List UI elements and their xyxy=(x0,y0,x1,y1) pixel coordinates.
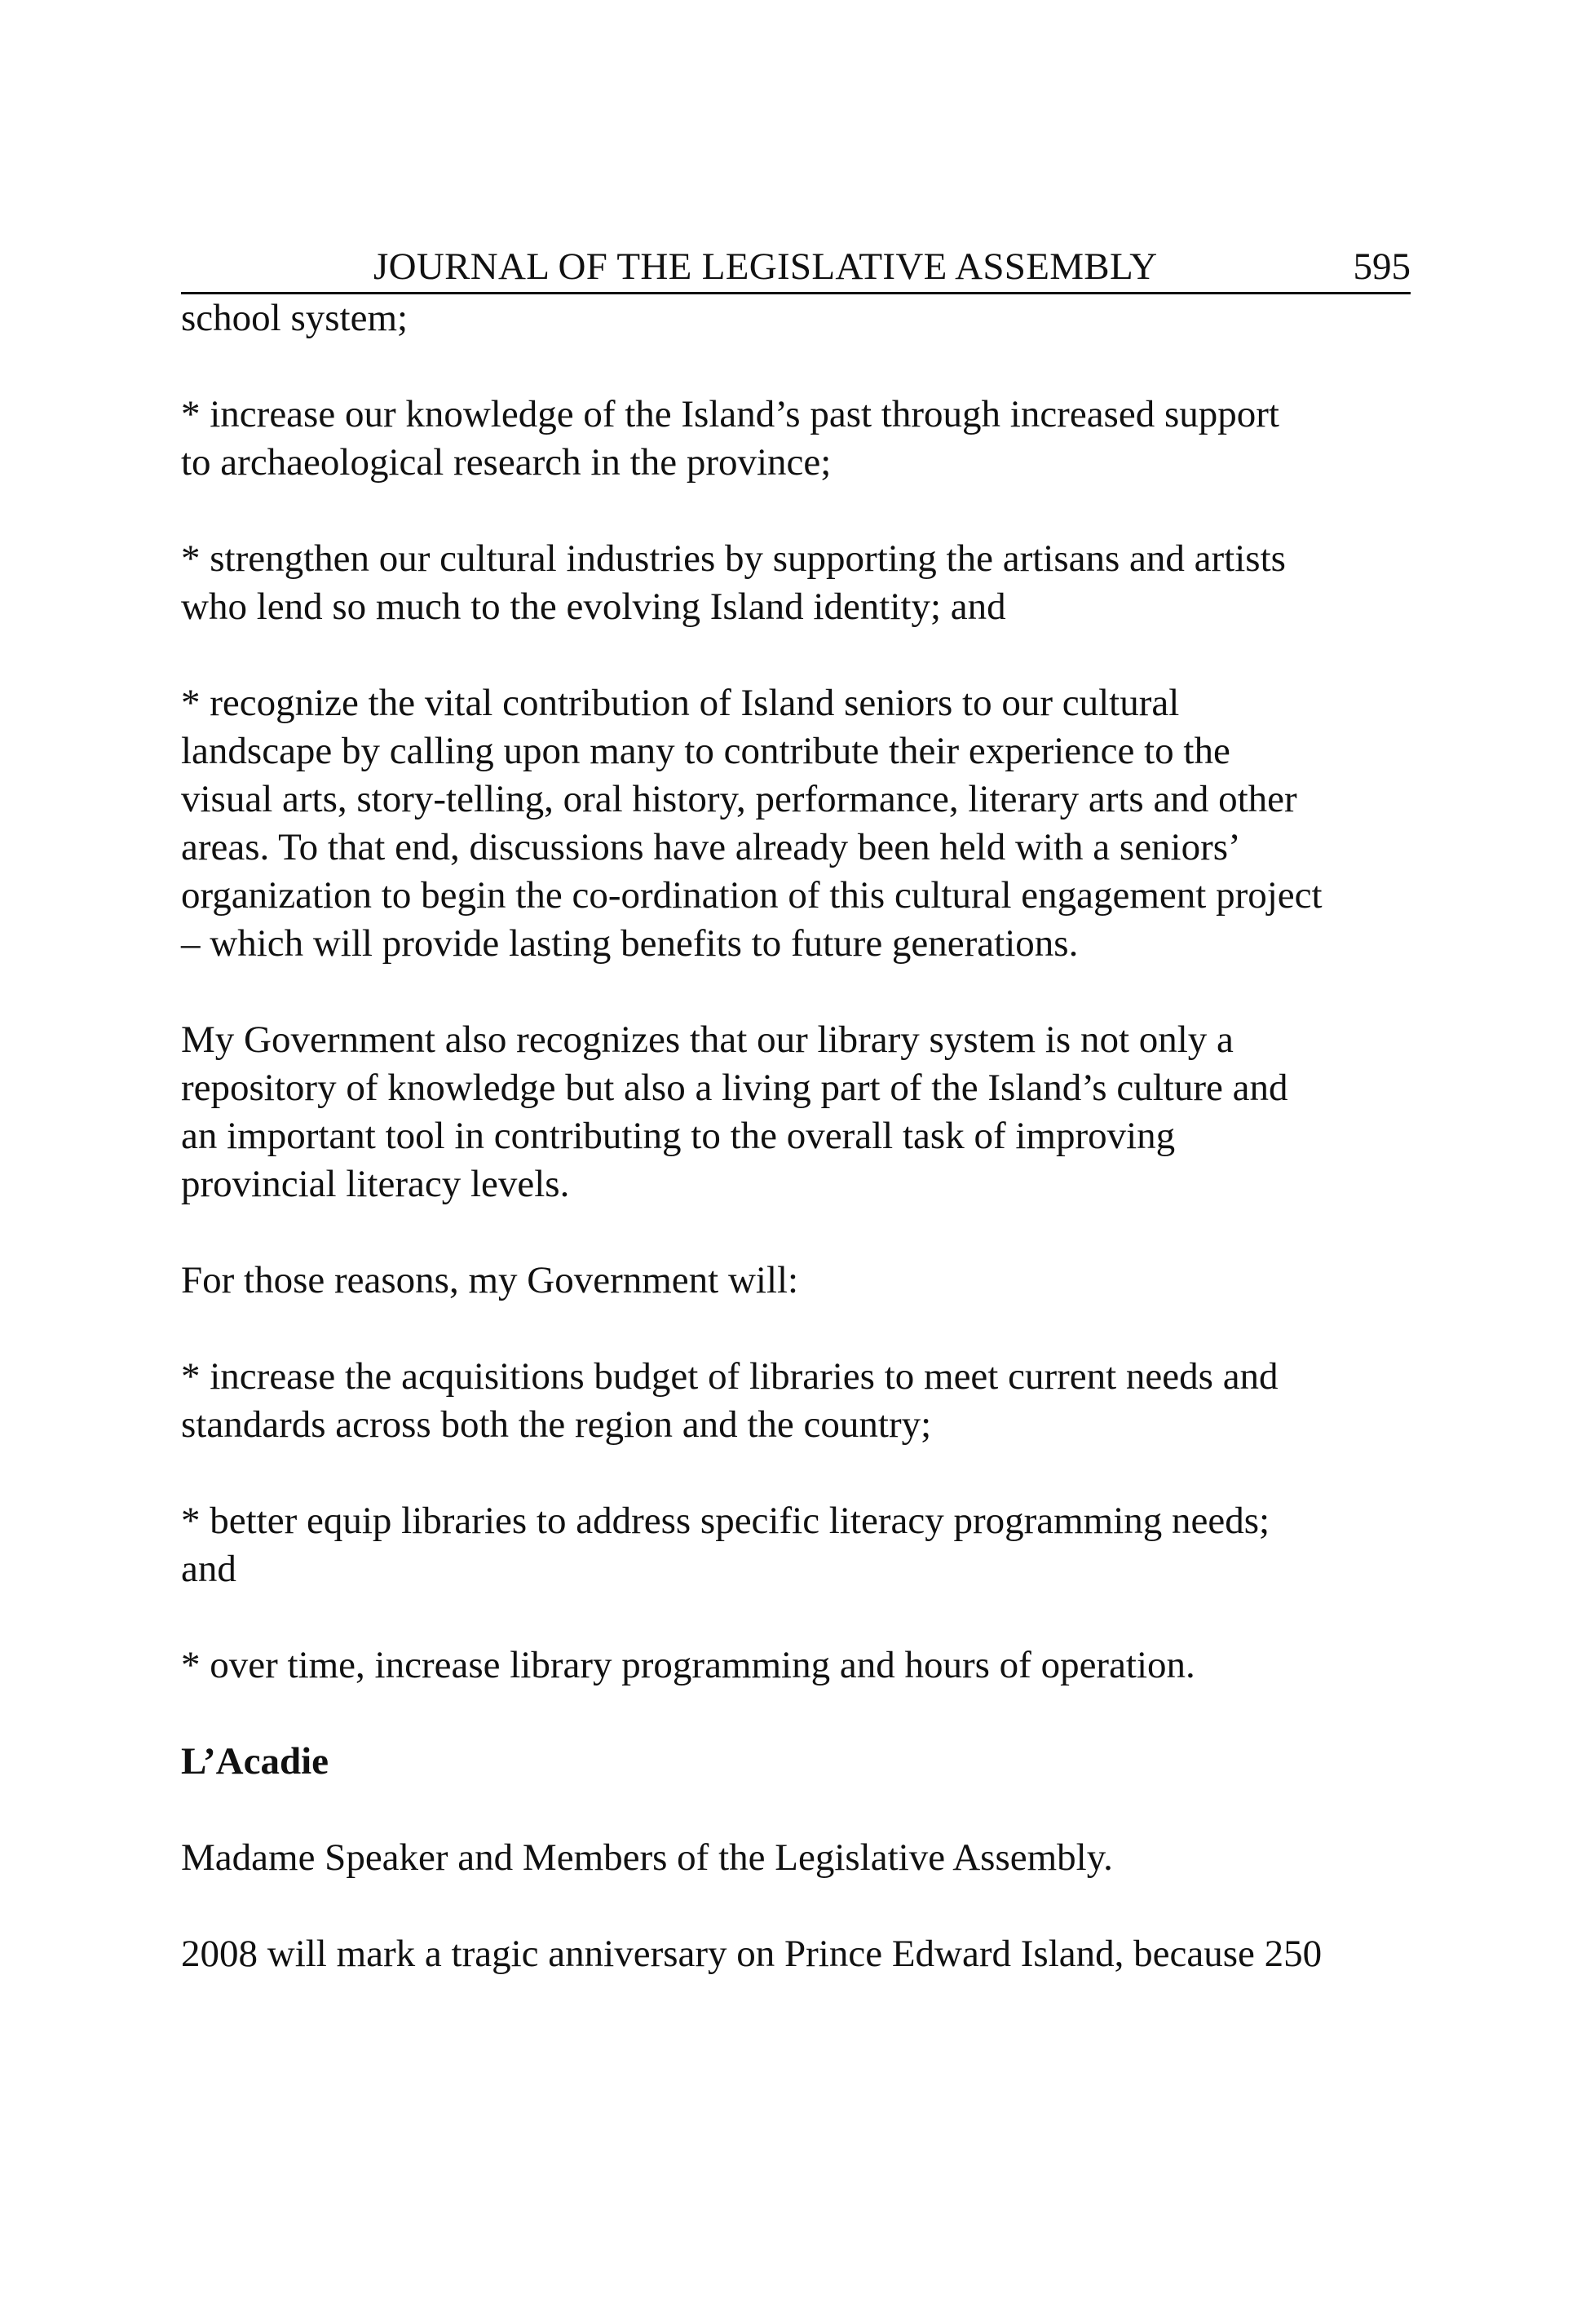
bullet-library-hours: * over time, increase library programming and hours of operation. xyxy=(181,1644,1195,1686)
bullet-cultural-industries: * strengthen our cultural industries by supporting the artisans and artists who lend so much to the evolving Island identity; and xyxy=(181,537,1286,628)
bullet-archaeological-research: * increase our knowledge of the Island’s past through increased support to archaeological research in the province; xyxy=(181,393,1279,484)
bullet-literacy-programming: * better equip libraries to address specific literacy programming needs; and xyxy=(181,1500,1270,1590)
page-number: 595 xyxy=(1353,245,1411,288)
paragraph-2008-anniversary: 2008 will mark a tragic anniversary on Prince Edward Island, because 250 xyxy=(181,1933,1323,1975)
paragraph-school-system: school system; xyxy=(181,297,409,339)
bullet-acquisitions-budget: * increase the acquisitions budget of libraries to meet current needs and standards across both the region and the country; xyxy=(181,1355,1279,1446)
running-header xyxy=(181,241,1411,294)
bullet-island-seniors: * recognize the vital contribution of Island seniors to our cultural landscape by calling upon many to contribute their experience to the visual arts, story-telling, oral history, performance, literary arts and other areas. To that end, discussions have already been held with a seniors’ organization to begin the co-ordination of this cultural engagement project – which will provide lasting benefits to future generations. xyxy=(181,682,1323,965)
body-text xyxy=(181,294,1411,1978)
document-page xyxy=(181,241,1411,1978)
paragraph-madame-speaker: Madame Speaker and Members of the Legislative Assembly. xyxy=(181,1836,1113,1879)
paragraph-library-system: My Government also recognizes that our library system is not only a repository of knowledge but also a living part of the Island’s culture and an important tool in contributing to the overall task of improving provincial literacy levels. xyxy=(181,1018,1288,1205)
running-title: JOURNAL OF THE LEGISLATIVE ASSEMBLY xyxy=(373,245,1158,288)
paragraph-government-will: For those reasons, my Government will: xyxy=(181,1259,799,1301)
section-heading-lacadie: L’Acadie xyxy=(181,1740,329,1783)
